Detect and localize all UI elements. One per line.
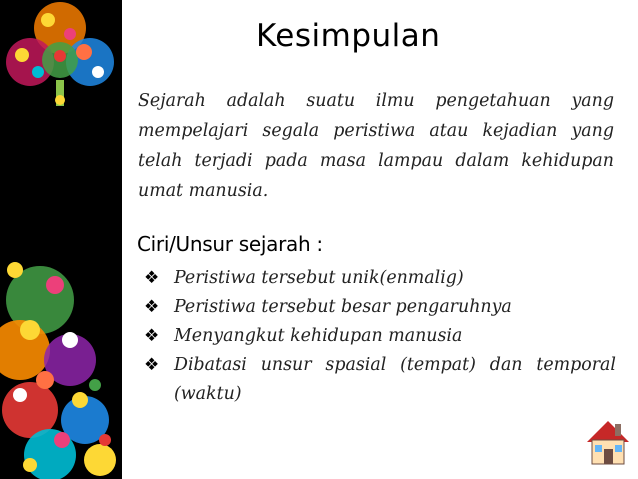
house-icon <box>585 418 631 468</box>
diamond-bullet-icon: ❖ <box>144 268 160 288</box>
flower-cluster-bottom <box>0 262 116 479</box>
page-title: Kesimpulan <box>256 18 441 54</box>
paren-open: ( <box>379 268 387 288</box>
list-item-emphasis: enmalig <box>386 268 457 288</box>
paren-close: ) <box>456 268 464 288</box>
decorative-floral-sidebar <box>0 0 122 479</box>
list-item-text: Peristiwa tersebut unik <box>174 268 380 288</box>
diamond-bullet-icon: ❖ <box>144 355 160 375</box>
diamond-bullet-icon: ❖ <box>144 297 160 317</box>
list-item-text: Dibatasi unsur spasial (tempat) dan temporal (waktu) <box>174 355 616 404</box>
list-item <box>144 322 616 351</box>
conclusion-paragraph: Sejarah adalah suatu ilmu pengetahuan yang mempelajari segala peristiwa atau kejadian yang telah terjadi pada masa lampau dalam kehidupan umat manusia. <box>138 91 614 201</box>
list-item <box>144 293 616 322</box>
list-item <box>144 264 616 293</box>
list-item-text: Menyangkut kehidupan manusia <box>174 326 463 346</box>
floral-decoration-icon <box>0 0 122 479</box>
flower-cluster-top <box>6 2 114 106</box>
list-item <box>144 351 616 409</box>
home-button[interactable] <box>585 418 631 472</box>
section-subheading: Ciri/Unsur sejarah : <box>137 232 323 256</box>
list-item-text: Peristiwa tersebut besar pengaruhnya <box>174 297 512 317</box>
diamond-bullet-icon: ❖ <box>144 326 160 346</box>
characteristics-list <box>144 264 616 409</box>
